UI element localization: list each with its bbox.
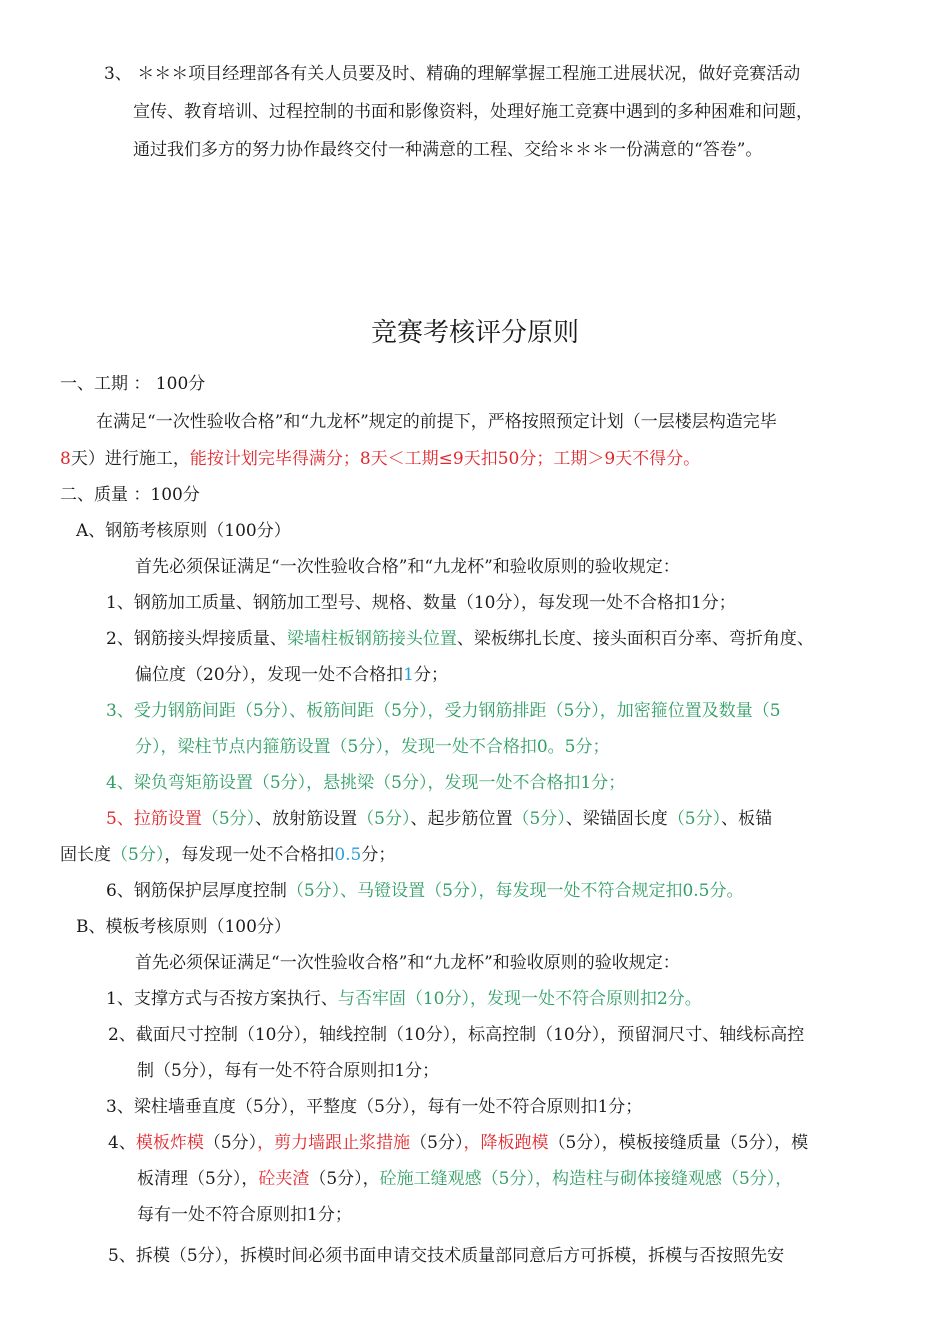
text-run: 分； (413, 665, 448, 685)
text-run: 、起步筋位置 (410, 809, 513, 829)
rule-line (106, 699, 781, 723)
text-run: 2、钢筋接头焊接质量、 (106, 629, 287, 649)
intro-line (133, 138, 762, 162)
section-title: 竞赛考核评分原则 (370, 318, 579, 348)
text-run: 、板锚 (721, 809, 773, 829)
text-run: 、放射筋设置 (255, 809, 358, 829)
text-run: 3、 ＊＊＊项目经理部各有关人员要及时、精确的理解掌握工程施工进展状况，做好竞赛活动 (104, 64, 801, 84)
rule-line (108, 1023, 804, 1047)
text-run: （5分） (512, 809, 566, 829)
text-run: B、模板考核原则（100分） (76, 917, 291, 937)
rule-line (106, 807, 772, 831)
text-run: 首先必须保证满足“一次性验收合格”和“九龙杯”和验收原则的验收规定： (135, 557, 680, 577)
rule-line (60, 843, 395, 867)
text-run: 梁墙柱板钢筋接头位置 (286, 629, 457, 649)
text-run: （5分） (357, 809, 411, 829)
text-run: ，每发现一处不合格扣 (164, 845, 335, 865)
rule-line (60, 447, 700, 471)
text-run: 1、钢筋加工质量、钢筋加工型号、规格、数量（10分），每发现一处不合格扣1分； (106, 593, 736, 613)
text-run: （5分） (203, 1133, 258, 1153)
text-run: 固长度 (60, 845, 111, 865)
text-run: 天）进行施工， (70, 449, 190, 469)
rule-line (108, 1131, 808, 1155)
text-run: A、钢筋考核原则（100分） (76, 521, 291, 541)
text-run: 能按计划完毕得满分；8天＜工期≤9天扣50分；工期＞9天不得分。 (189, 449, 701, 469)
rule-line (106, 1095, 642, 1119)
text-run: 4、梁负弯矩筋设置（5分），悬挑梁（5分），发现一处不合格扣1分； (106, 773, 626, 793)
rule-line (96, 410, 777, 434)
text-run: 与否牢固（10分），发现一处不符合原则扣2分。 (337, 989, 702, 1009)
rule-line (135, 951, 680, 975)
text-run: 2、截面尺寸控制（10分），轴线控制（10分），标高控制（10分），预留洞尺寸、轴线标高控 (108, 1025, 805, 1045)
text-run: 6、钢筋保护层厚度控制 (106, 881, 287, 901)
text-run: 制（5分），每有一处不符合原则扣1分； (137, 1061, 440, 1081)
text-run: （5分） (667, 809, 722, 829)
rule-line (135, 555, 680, 579)
text-run: （5分） (111, 845, 165, 865)
rule-line (137, 1059, 439, 1083)
text-run: 砼夹渣 (258, 1169, 310, 1189)
text-run: 3、梁柱墙垂直度（5分），平整度（5分），每有一处不符合原则扣1分； (106, 1097, 643, 1117)
text-run: 8 (60, 449, 71, 469)
text-run: 在满足“一次性验收合格”和“九龙杯”规定的前提下，严格按照预定计划（一层楼层构造完毕 (96, 412, 777, 432)
text-run: （5分） (201, 809, 256, 829)
text-run: ，剪力墙跟止浆措施 (257, 1133, 411, 1153)
rule-line (76, 519, 291, 543)
intro-line (133, 100, 813, 124)
text-run: 二、质量 ：100分 (60, 485, 200, 505)
text-run: ，降板跑模 (463, 1133, 549, 1153)
text-run: 分； (361, 845, 396, 865)
rule-line (106, 771, 625, 795)
text-run: 板清理（5分）， (137, 1169, 259, 1189)
text-run: 首先必须保证满足“一次性验收合格”和“九龙杯”和验收原则的验收规定： (135, 953, 680, 973)
text-run: 宣传、教育培训、过程控制的书面和影像资料，处理好施工竞赛中遇到的多种困难和问题， (133, 102, 813, 122)
rule-line (108, 1244, 784, 1268)
text-run: （5分），模板接缝质量（5分），模 (548, 1133, 809, 1153)
text-run: 、梁锚固长度 (565, 809, 668, 829)
rule-line (106, 987, 702, 1011)
text-run: 5、拆模（5分），拆模时间必须书面申请交技术质量部同意后方可拆模，拆模与否按照先安 (108, 1246, 785, 1266)
rule-line (137, 1203, 352, 1227)
text-run: 偏位度（20分），发现一处不合格扣 (135, 665, 404, 685)
rule-line (135, 663, 448, 687)
text-run: 5、拉筋设置 (106, 809, 202, 829)
text-run: 3、受力钢筋间距（5分）、板筋间距（5分），受力钢筋排距（5分），加密箍位置及数量（5 (106, 701, 781, 721)
text-run: （5分） (410, 1133, 464, 1153)
text-run: （5分）， (309, 1169, 380, 1189)
text-run: 4、 (108, 1133, 136, 1153)
intro-line (104, 62, 800, 86)
text-run: 每有一处不符合原则扣1分； (137, 1205, 352, 1225)
rule-line (135, 735, 609, 759)
text-run: 、梁板绑扎长度、接头面积百分率、弯折角度、 (456, 629, 814, 649)
rule-line (137, 1167, 792, 1191)
text-run: 砼施工缝观感（5分），构造柱与砌体接缝观感（5分）， (379, 1169, 793, 1189)
rule-line (106, 879, 744, 903)
text-run: 模板炸模 (135, 1133, 204, 1153)
rule-line (60, 372, 205, 396)
rule-line (60, 483, 200, 507)
text-run: 1、支撑方式与否按方案执行、 (106, 989, 338, 1009)
text-run: （5分）、马镫设置（5分），每发现一处不符合规定扣0.5分。 (286, 881, 744, 901)
text-run: 1 (403, 665, 414, 685)
text-run: 0.5 (334, 845, 362, 865)
text-run: 一、工期 ： 100分 (60, 374, 206, 394)
rule-line (106, 627, 814, 651)
rule-line (76, 915, 291, 939)
text-run: 分），梁柱节点内箍筋设置（5分），发现一处不合格扣0。5分； (135, 737, 610, 757)
rule-line (106, 591, 736, 615)
text-run: 通过我们多方的努力协作最终交付一种满意的工程、交给＊＊＊一份满意的“答卷”。 (133, 140, 763, 160)
